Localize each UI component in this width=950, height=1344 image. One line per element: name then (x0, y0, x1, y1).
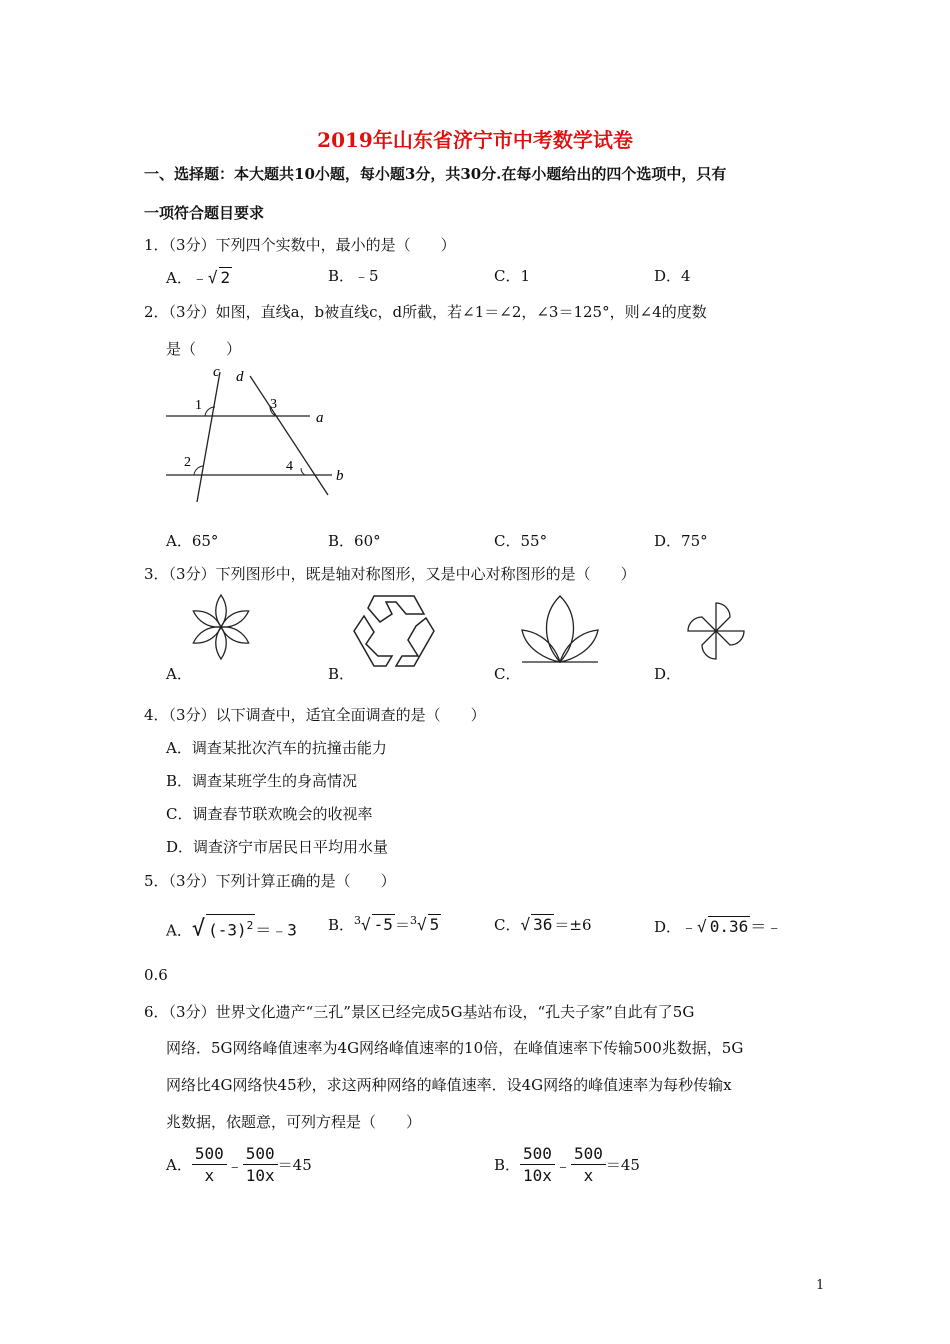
q3-figure-d (684, 600, 748, 662)
q1-option-a: A．﹣√ 2 (166, 268, 231, 287)
q3-option-a: A． (166, 665, 192, 683)
q5-option-a: A．√ $(-3)^2$ ＝﹣3 (166, 914, 297, 941)
label-a: a (316, 410, 324, 426)
q5-c-radicand: 36 (533, 915, 553, 934)
q3-option-d: D． (654, 665, 682, 683)
q6-b-den1: 10x (523, 1166, 552, 1185)
q2-option-b: B．60° (328, 532, 381, 550)
label-c: c (213, 364, 220, 380)
label-b: b (336, 468, 344, 484)
label-angle4: 4 (286, 459, 293, 474)
q5-b-index1: 3 (354, 914, 362, 927)
q5-d-sign: ﹣ (681, 917, 698, 936)
q2-option-a: A．65° (166, 532, 219, 550)
q5-c-label: C． (494, 916, 521, 934)
q5-b-label: B． (328, 916, 355, 934)
q2-stem-line2: 是（ ） (166, 340, 242, 358)
q5-a-label: A． (166, 921, 192, 940)
q6-a-label: A． (166, 1156, 192, 1174)
section-header-line1: 一、选择题：本大题共10小题，每小题3分，共30分.在每小题给出的四个选项中，只有 (144, 165, 727, 183)
q5-stem: 5．（3分）下列计算正确的是（ ） (144, 872, 396, 890)
q6-b-label: B． (494, 1156, 521, 1174)
q5-d-label: D． (654, 918, 682, 936)
q6-a-den2: 10x (245, 1166, 275, 1185)
q2-figure (160, 362, 360, 507)
q3-figure-c (518, 594, 602, 666)
q5-c-rest: ＝±6 (554, 916, 592, 934)
q6-a-fraction2 (243, 1143, 278, 1186)
q6-line4: 兆数据，依题意，可列方程是（ ） (166, 1113, 422, 1131)
q4-option-c: C．调查春节联欢晚会的收视率 (166, 805, 373, 823)
label-angle1: 1 (195, 398, 202, 413)
q6-b-fraction2 (571, 1143, 606, 1186)
q6-a-num1: 500 (192, 1143, 227, 1165)
q5-a-exponent: 2 (246, 919, 254, 932)
section-header-line2: 一项符合题目要求 (144, 204, 265, 222)
q1-a-sign: ﹣ (191, 268, 208, 287)
q6-a-minus: ﹣ (226, 1156, 243, 1175)
q2-stem-line1: 2．（3分）如图，直线a，b被直线c，d所截，若∠1＝∠2，∠3＝125°，则∠4的度数 (144, 303, 707, 321)
q6-line1: 6．（3分）世界文化遗产“三孔”景区已经完成5G基站布设，“孔夫子家”自此有了5G (144, 1003, 695, 1021)
q5-b-eq: ＝ (394, 916, 410, 934)
q4-option-a: A．调查某批次汽车的抗撞击能力 (166, 739, 387, 757)
q1-option-d: D．4 (654, 267, 691, 285)
q6-b-den2: x (583, 1166, 594, 1185)
q6-option-a (166, 1143, 312, 1186)
q4-option-b: B．调查某班学生的身高情况 (166, 772, 358, 790)
q6-b-num1: 500 (520, 1143, 555, 1165)
page-title: 2019年山东省济宁市中考数学试卷 (317, 128, 633, 152)
q4-option-d: D．调查济宁市居民日平均用水量 (166, 838, 389, 856)
q5-a-radicand: (-3) (208, 920, 247, 940)
q3-figure-a (186, 592, 256, 662)
q5-option-d: D．﹣√ 0.36 ＝﹣ (654, 917, 783, 936)
q3-option-c: C． (494, 665, 521, 683)
q6-line3: 网络比4G网络快45秒，求这两种网络的峰值速率．设4G网络的峰值速率为每秒传输x (166, 1076, 732, 1094)
q5-option-b: B．$^3$√ -5 ＝$^3$√ 5 (328, 914, 440, 934)
q6-b-num2: 500 (571, 1143, 606, 1165)
q6-a-rest: ＝45 (277, 1156, 312, 1174)
page-number: 1 (816, 1278, 825, 1293)
q6-a-fraction1 (192, 1143, 227, 1186)
q6-a-num2: 500 (243, 1143, 278, 1165)
q5-b-radicand2: 5 (429, 915, 440, 934)
q3-figure-b (352, 594, 436, 668)
q6-b-fraction1 (520, 1143, 555, 1186)
q5-option-d-continued: 0.6 (144, 966, 168, 984)
q5-d-rest: ＝﹣ (750, 917, 783, 936)
q1-option-c: C．1 (494, 267, 531, 285)
angle4-arc (301, 468, 305, 475)
q5-d-radicand: 0.36 (709, 917, 749, 936)
q4-stem: 4．（3分）以下调查中，适宜全面调查的是（ ） (144, 706, 486, 724)
q5-option-c: C．√ 36 ＝±6 (494, 915, 592, 934)
q2-option-d: D．75° (654, 532, 708, 550)
q6-line2: 网络．5G网络峰值速率为4G网络峰值速率的10倍，在峰值速率下传输500兆数据，5G (166, 1039, 744, 1057)
q6-b-minus: ﹣ (554, 1156, 571, 1175)
q3-stem: 3．（3分）下列图形中，既是轴对称图形，又是中心对称图形的是（ ） (144, 565, 636, 583)
q6-b-rest: ＝45 (605, 1156, 640, 1174)
q1-option-b: B．﹣5 (328, 267, 379, 285)
line-d (250, 376, 328, 495)
q6-option-b (494, 1143, 640, 1186)
q5-a-rest: ＝﹣3 (255, 920, 297, 940)
q1-stem: 1．（3分）下列四个实数中，最小的是（ ） (144, 236, 456, 254)
q5-b-index2: 3 (409, 914, 417, 927)
label-angle2: 2 (184, 455, 191, 470)
q1-a-label: A． (166, 269, 192, 287)
label-angle3: 3 (270, 397, 277, 412)
q1-a-radicand: 2 (220, 268, 231, 287)
label-d: d (236, 369, 244, 385)
q3-option-b: B． (328, 665, 355, 683)
q5-b-radicand1: -5 (373, 915, 393, 934)
q6-a-den1: x (204, 1166, 215, 1185)
line-c (197, 372, 220, 502)
q2-option-c: C．55° (494, 532, 548, 550)
